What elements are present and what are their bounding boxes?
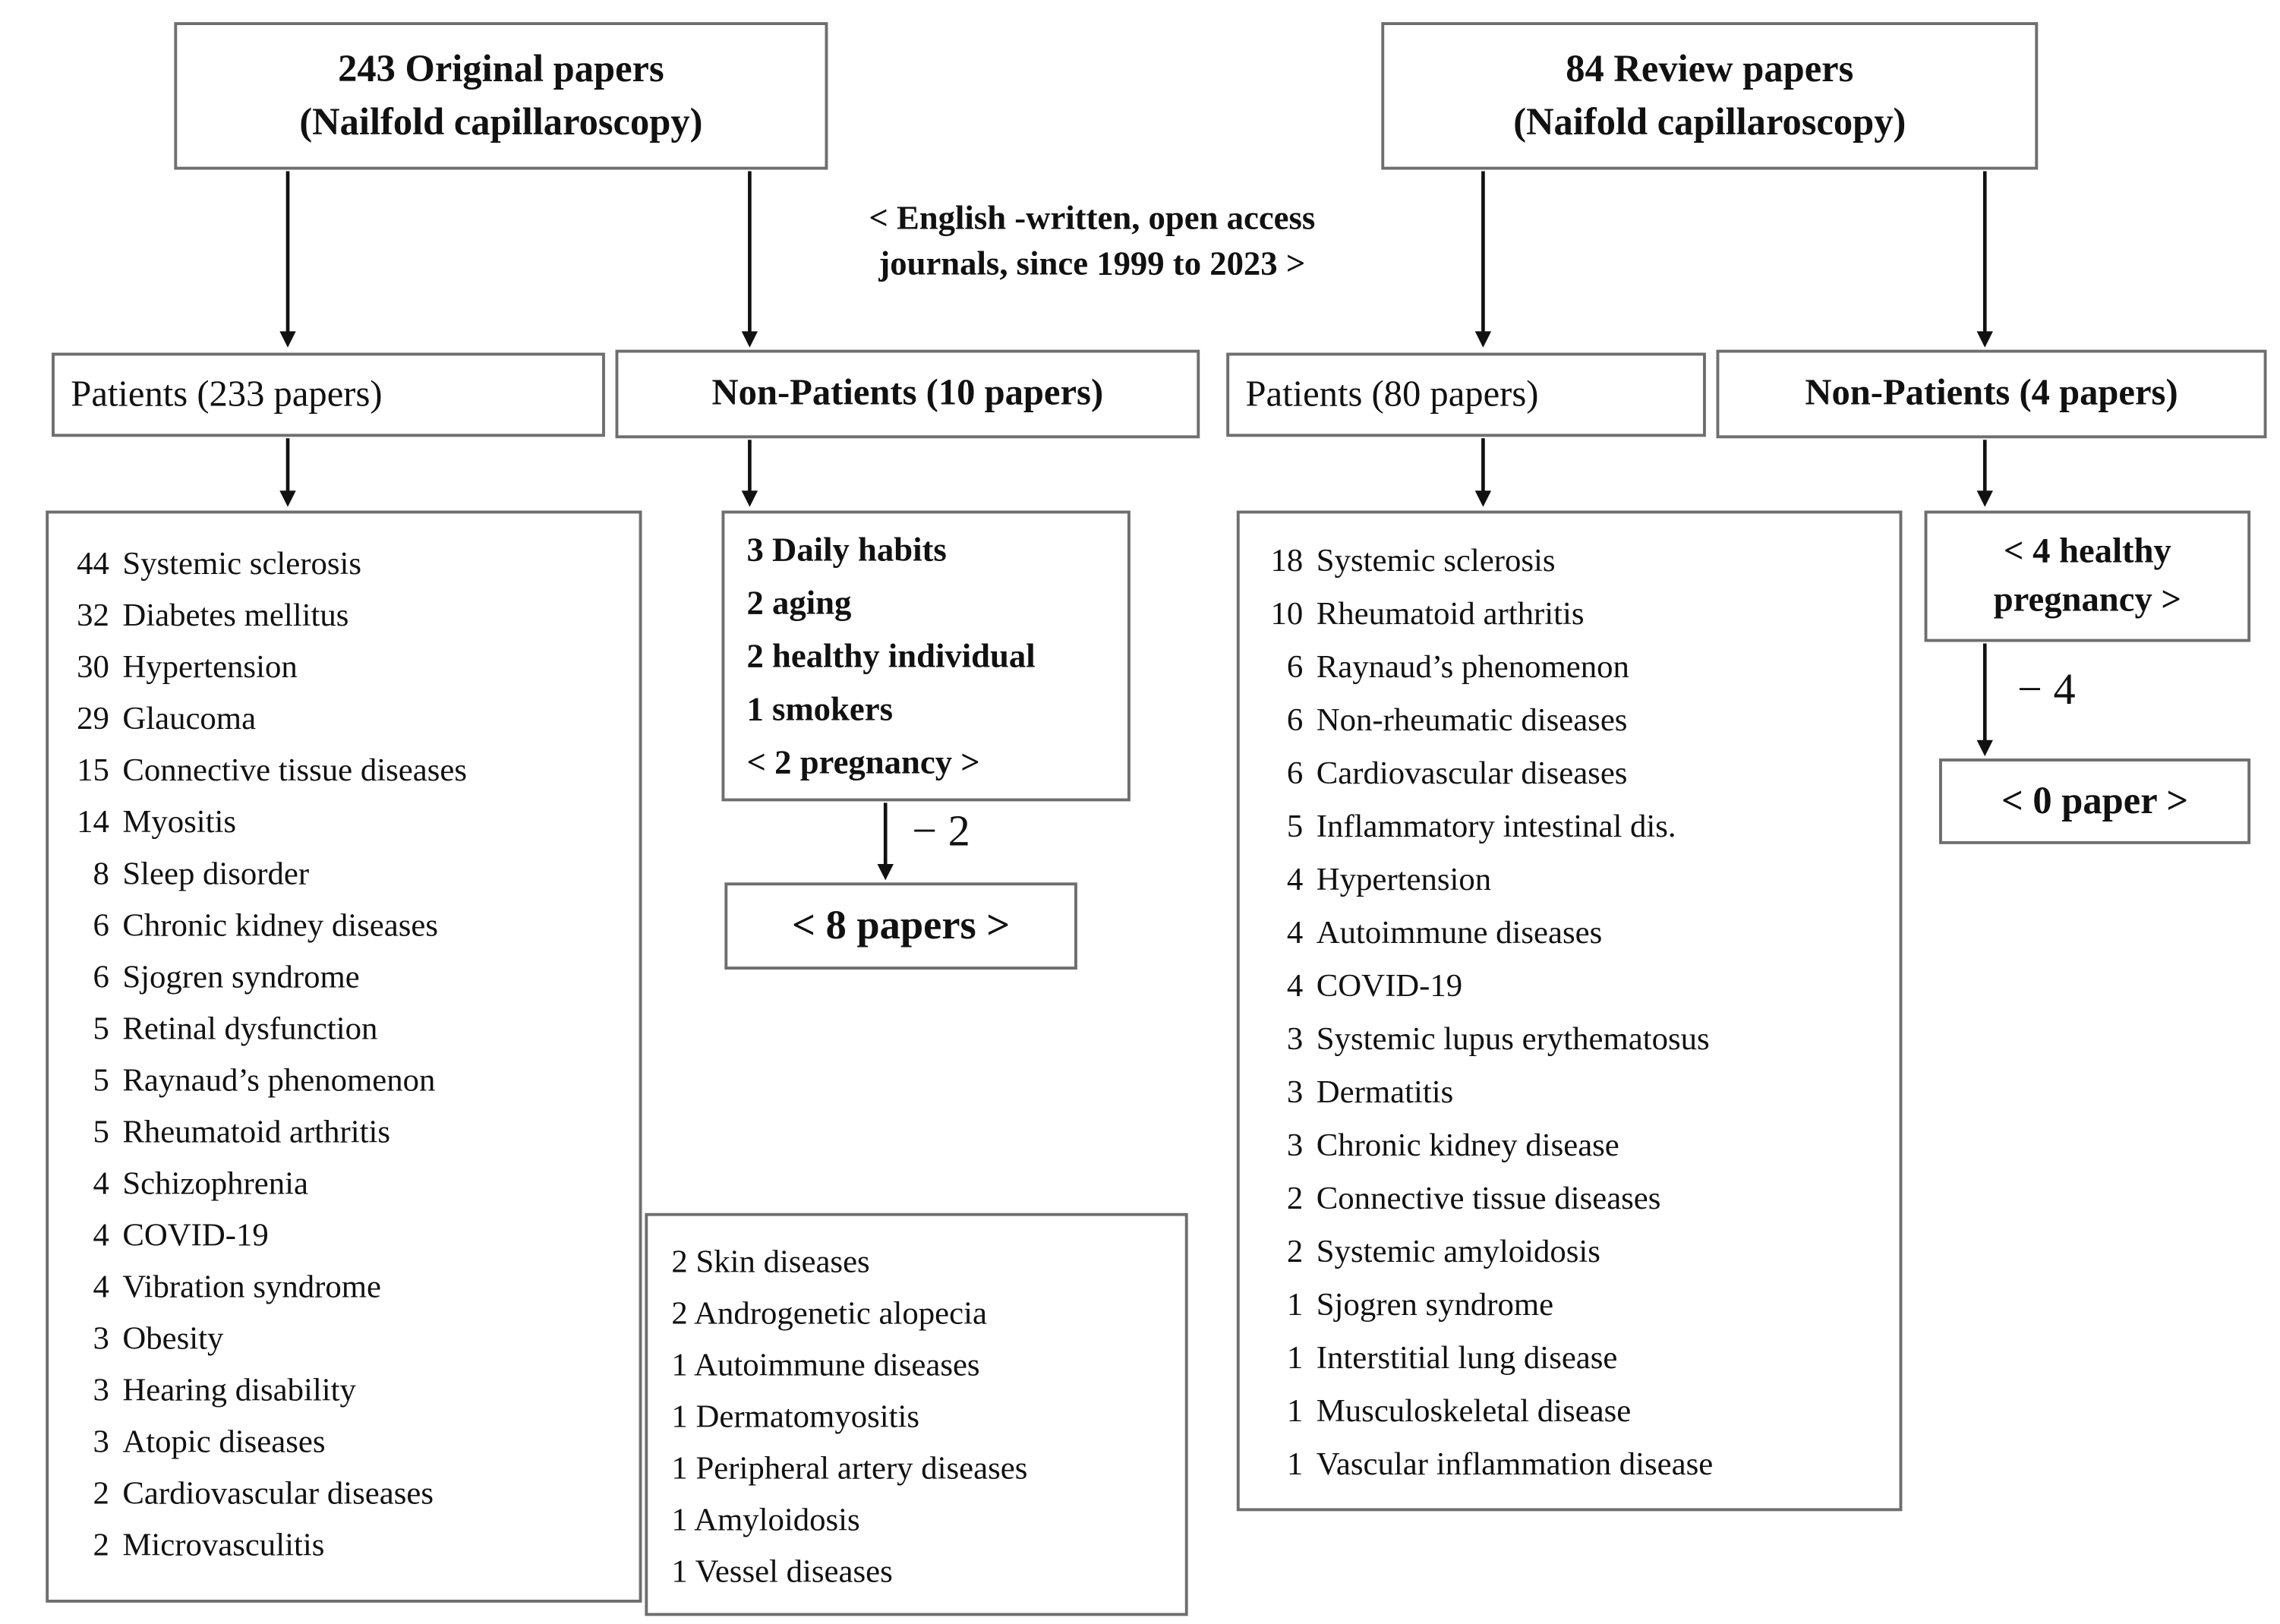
list-item: 3 Atopic diseases <box>93 1422 326 1460</box>
list-item: 8 Sleep disorder <box>93 854 310 891</box>
list-item: 4 COVID-19 <box>93 1216 269 1253</box>
review-papers-subtitle: (Naifold capillaroscopy) <box>1513 100 1906 143</box>
list-item: 1 Amyloidosis <box>671 1500 860 1538</box>
list-item: 5 Raynaud’s phenomenon <box>93 1061 436 1099</box>
non-patients-original-label: Non-Patients (10 papers) <box>711 373 1104 414</box>
list-item: 4 Vibration syndrome <box>93 1267 381 1305</box>
minus-two-label: − 2 <box>912 807 970 856</box>
list-item: 14 Myositis <box>77 803 237 840</box>
non-patients-review-box <box>1717 350 2267 439</box>
review-papers-title: 84 Review papers <box>1566 47 1854 90</box>
list-item: 18 Systemic sclerosis <box>1270 541 1556 579</box>
list-item: 4 COVID-19 <box>1286 967 1463 1004</box>
patients-review-label: Patients (80 papers) <box>1245 374 1539 415</box>
list-item: 5 Inflammatory intestinal dis. <box>1286 807 1676 844</box>
non-patients-other-diseases-box <box>645 1213 1187 1616</box>
inclusion-criteria-line2: journals, since 1999 to 2023 > <box>878 244 1306 282</box>
list-item: 1 smokers <box>746 690 893 728</box>
list-item: 2 Cardiovascular diseases <box>93 1474 434 1512</box>
list-item: 2 Androgenetic alopecia <box>671 1294 987 1332</box>
patients-original-label: Patients (233 papers) <box>71 374 383 415</box>
list-item: 6 Cardiovascular diseases <box>1286 754 1628 791</box>
patients-review-box <box>1226 353 1706 437</box>
inclusion-criteria-line1: < English -written, open access <box>869 199 1316 236</box>
inclusion-criteria-note <box>752 195 1431 287</box>
list-item: < 2 pregnancy > <box>746 743 980 781</box>
list-item: 4 Autoimmune diseases <box>1286 913 1603 951</box>
list-item: 6 Chronic kidney diseases <box>93 906 439 944</box>
healthy-pregnancy-line1: < 4 healthy <box>2003 531 2171 571</box>
zero-paper-box <box>1939 758 2250 844</box>
list-item: 1 Vessel diseases <box>671 1552 893 1590</box>
eight-papers-label: < 8 papers > <box>791 902 1011 948</box>
list-item: 2 Systemic amyloidosis <box>1286 1231 1600 1269</box>
list-item: 5 Retinal dysfunction <box>93 1009 378 1047</box>
list-item: 3 Systemic lupus erythematosus <box>1286 1020 1710 1057</box>
eight-papers-box <box>724 882 1077 970</box>
list-item: 3 Hearing disability <box>93 1370 356 1408</box>
minus-four-label: − 4 <box>2017 665 2076 714</box>
list-item: 4 Schizophrenia <box>93 1164 308 1202</box>
non-patients-original-box <box>616 350 1200 439</box>
list-item: 6 Raynaud’s phenomenon <box>1286 648 1629 685</box>
list-item: 30 Hypertension <box>77 648 298 685</box>
list-item: 2 healthy individual <box>746 637 1036 675</box>
list-item: 1 Sjogren syndrome <box>1286 1285 1554 1323</box>
list-item: 15 Connective tissue diseases <box>77 751 467 788</box>
healthy-pregnancy-line2: pregnancy > <box>1993 580 2182 620</box>
list-item: 1 Dermatomyositis <box>671 1397 920 1435</box>
list-item: 6 Non-rheumatic diseases <box>1286 701 1628 738</box>
list-item: 1 Musculoskeletal disease <box>1286 1391 1632 1429</box>
patients-review-topics-box <box>1237 511 1903 1512</box>
list-item: 3 Dermatitis <box>1286 1073 1454 1110</box>
patients-original-box <box>52 353 605 437</box>
list-item: 1 Interstitial lung disease <box>1286 1338 1618 1376</box>
list-item: 4 Hypertension <box>1286 860 1492 897</box>
review-papers-box <box>1381 22 2038 169</box>
list-item: 1 Vascular inflammation disease <box>1286 1444 1714 1482</box>
non-patients-review-label: Non-Patients (4 papers) <box>1805 373 2178 414</box>
zero-paper-label: < 0 paper > <box>2001 779 2189 822</box>
list-item: 1 Peripheral artery diseases <box>671 1449 1028 1487</box>
original-papers-box <box>174 22 828 169</box>
healthy-pregnancy-box <box>1925 511 2251 642</box>
patients-original-topics-box <box>46 511 642 1603</box>
original-papers-subtitle: (Nailfold capillaroscopy) <box>299 100 703 143</box>
list-item: 3 Obesity <box>93 1319 224 1357</box>
list-item: 2 Microvasculitis <box>93 1525 325 1563</box>
list-item: 10 Rheumatoid arthritis <box>1270 594 1585 632</box>
list-item: 2 Connective tissue diseases <box>1286 1179 1661 1216</box>
list-item: 2 Skin diseases <box>671 1242 870 1280</box>
list-item: 5 Rheumatoid arthritis <box>93 1112 391 1150</box>
list-item: 1 Autoimmune diseases <box>671 1345 980 1383</box>
list-item: 6 Sjogren syndrome <box>93 957 360 995</box>
non-patients-original-detail-box <box>721 511 1130 802</box>
list-item: 29 Glaucoma <box>77 699 257 736</box>
list-item: 3 Chronic kidney disease <box>1286 1126 1619 1163</box>
list-item: 3 Daily habits <box>746 531 947 569</box>
list-item: 32 Diabetes mellitus <box>77 596 349 633</box>
original-papers-title: 243 Original papers <box>338 47 664 90</box>
list-item: 2 aging <box>746 584 852 622</box>
list-item: 44 Systemic sclerosis <box>77 544 362 582</box>
